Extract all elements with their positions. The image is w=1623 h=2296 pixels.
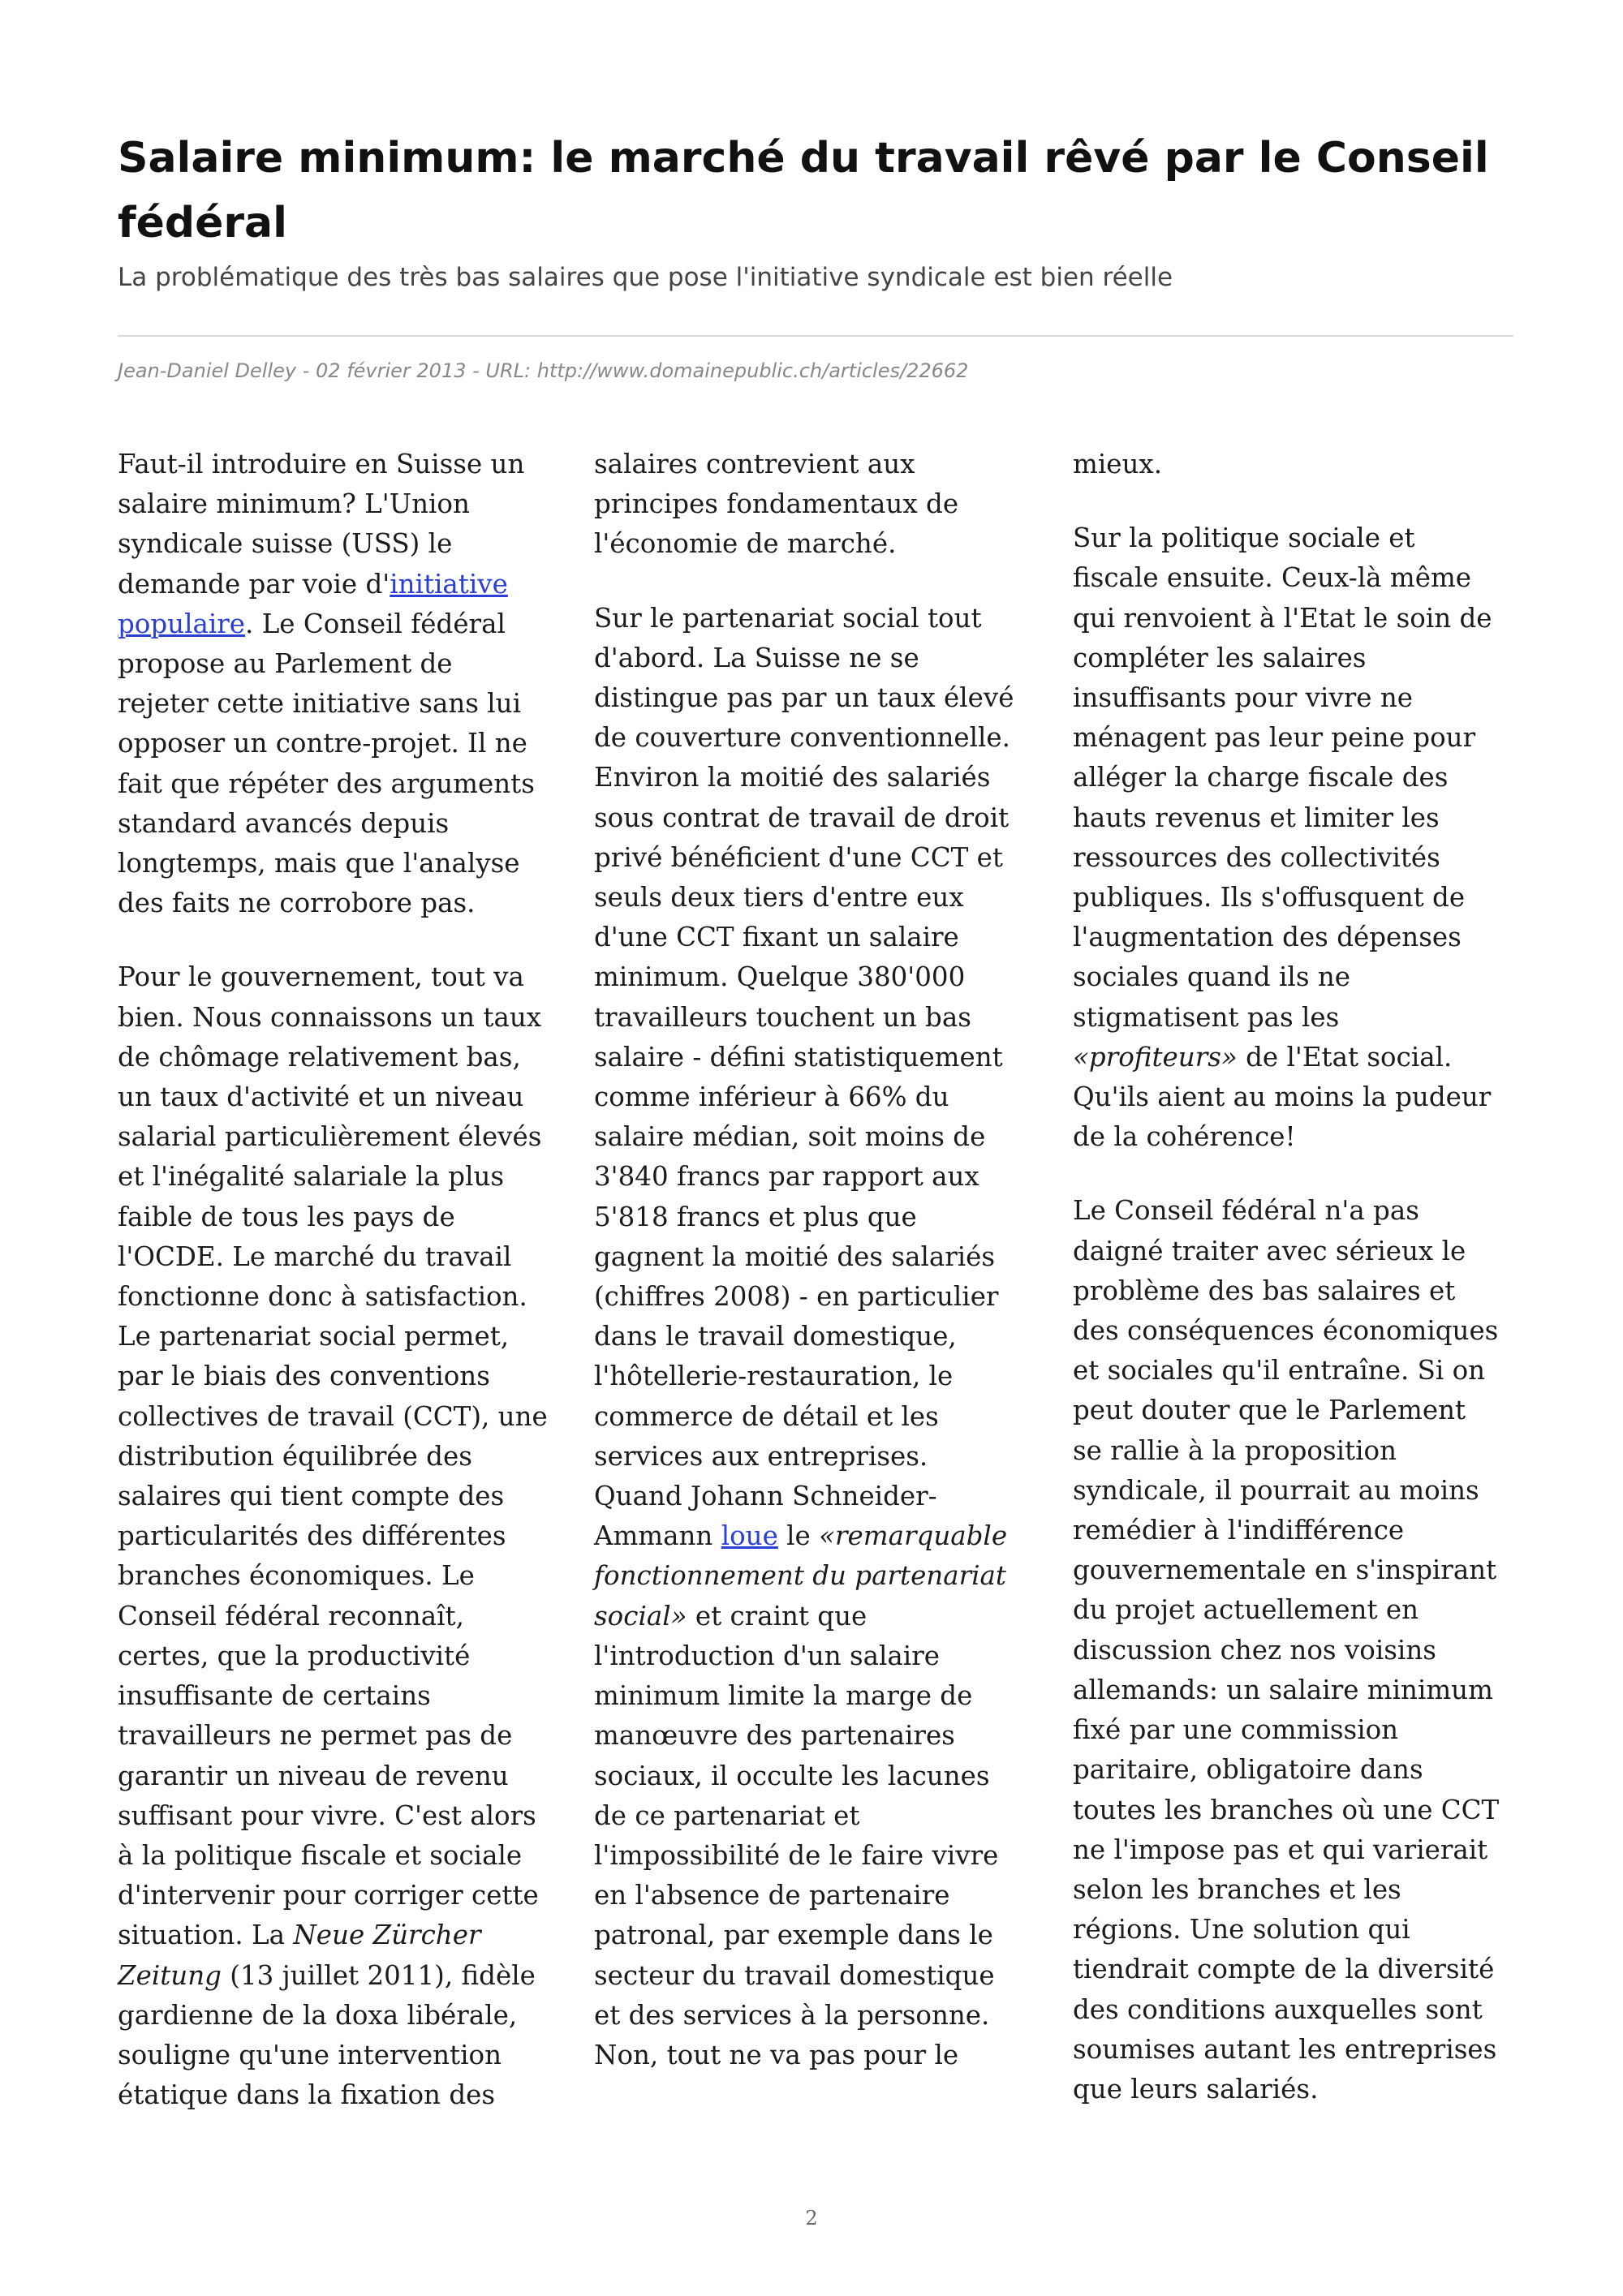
text-column-3	[1073, 445, 1503, 2109]
paragraph-5: Le Conseil fédéral n'a pas daigné traiter avec sérieux le problème des bas salaires et des conséquences économiques et sociales qu'il entraîne. Si on peut douter que le Parlement se rallie à la proposition syndicale, il pourrait au moins remédier à l'indifférence gouvernementale en s'inspirant du projet actuellement en discussion chez nos voisins allemands: un salaire minimum fixé par une commission paritaire, obligatoire dans toutes les branches où une CCT ne l'impose pas et qui varierait selon les branches et les régions. Une solution qui tiendrait compte de la diversité des conditions auxquelles sont soumises autant les entreprises que leurs salariés.	[1073, 1195, 1500, 2105]
paragraph-2: Pour le gouvernement, tout va bien. Nous connaissons un taux de chômage relativement bas, un taux d'activité et un niveau salarial particulièrement élevés et l'inégalité salariale la plus faible de tous les pays de l'OCDE. Le marché du travail fonctionne donc à satisfaction. Le partenariat social permet, par le biais des conventions collectives de travail (CCT), une distribution équilibrée des salaires qui tient compte des particularités des différentes branches économiques. Le Conseil fédéral reconnaît, certes, que la productivité insuffisante de certains travailleurs ne permet pas de garantir un niveau de revenu suffisant pour vivre. C'est alors à la politique fiscale et sociale d'intervenir pour corriger cette situation. La Neue Zürcher Zeitung (13 juillet 2011), fidèle gardienne de la doxa libérale, souligne qu'une intervention étatique dans la fixation des	[118, 961, 548, 2111]
article-byline: Jean-Daniel Delley - 02 février 2013 - URL: http://www.domainepublic.ch/articles/22662	[118, 359, 969, 382]
initiative-populaire-link[interactable]: initiative populaire	[118, 568, 508, 639]
paragraph-3-continued: mieux.	[1073, 449, 1163, 479]
article-subtitle: La problématique des très bas salaires que pose l'initiative syndicale est bien réelle	[118, 263, 1173, 292]
paragraph-3: Sur le partenariat social tout d'abord. La Suisse ne se distingue pas par un taux élevé de couverture conventionnelle. Environ la moitié des salariés sous contrat de travail de droit privé bénéficient d'une CCT et seuls deux tiers d'entre eux d'une CCT fixant un salaire minimum. Quelque 380'000 travailleurs touchent un bas salaire - défini statistiquement comme inférieur à 66% du salaire médian, soit moins de 3'840 francs par rapport aux 5'818 francs et plus que gagnent la moitié des salariés (chiffres 2008) - en particulier dans le travail domestique, l'hôtellerie-restauration, le commerce de détail et les services aux entreprises. Quand Johann Schneider-Ammann loue le «remarquable fonctionnement du partenariat social» et craint que l'introduction d'un salaire minimum limite la marge de manœuvre des partenaires sociaux, il occulte les lacunes de ce partenariat et l'impossibilité de le faire vivre en l'absence de partenaire patronal, par exemple dans le secteur du travail domestique et des services à la personne. Non, tout ne va pas pour le	[594, 602, 1014, 2070]
text-column-1	[118, 445, 548, 2115]
text-column-2	[594, 445, 1024, 2075]
paragraph-4: Sur la politique sociale et fiscale ensuite. Ceux-là même qui renvoient à l'Etat le soin de compléter les salaires insuffisants pour vivre ne ménagent pas leur peine pour alléger la charge fiscale des hauts revenus et limiter les ressources des collectivités publiques. Ils s'offusquent de l'augmentation des dépenses sociales quand ils ne stigmatisent pas les «profiteurs» de l'Etat social. Qu'ils aient au moins la pudeur de la cohérence!	[1073, 522, 1492, 1153]
paragraph-1: Faut-il introduire en Suisse un salaire minimum? L'Union syndicale suisse (USS) le demande par voie d'initiative populaire. Le Conseil fédéral propose au Parlement de rejeter cette initiative sans lui opposer un contre-projet. Il ne fait que répéter des arguments standard avancés depuis longtemps, mais que l'analyse des faits ne corrobore pas.	[118, 449, 535, 919]
loue-link[interactable]: loue	[721, 1520, 778, 1552]
header-divider	[118, 335, 1513, 337]
article-title: Salaire minimum: le marché du travail rêvé par le Conseil fédéral	[118, 134, 1489, 247]
paragraph-2-continued: salaires contrevient aux principes fondamentaux de l'économie de marché.	[594, 449, 959, 560]
page-number: 2	[805, 2207, 818, 2229]
